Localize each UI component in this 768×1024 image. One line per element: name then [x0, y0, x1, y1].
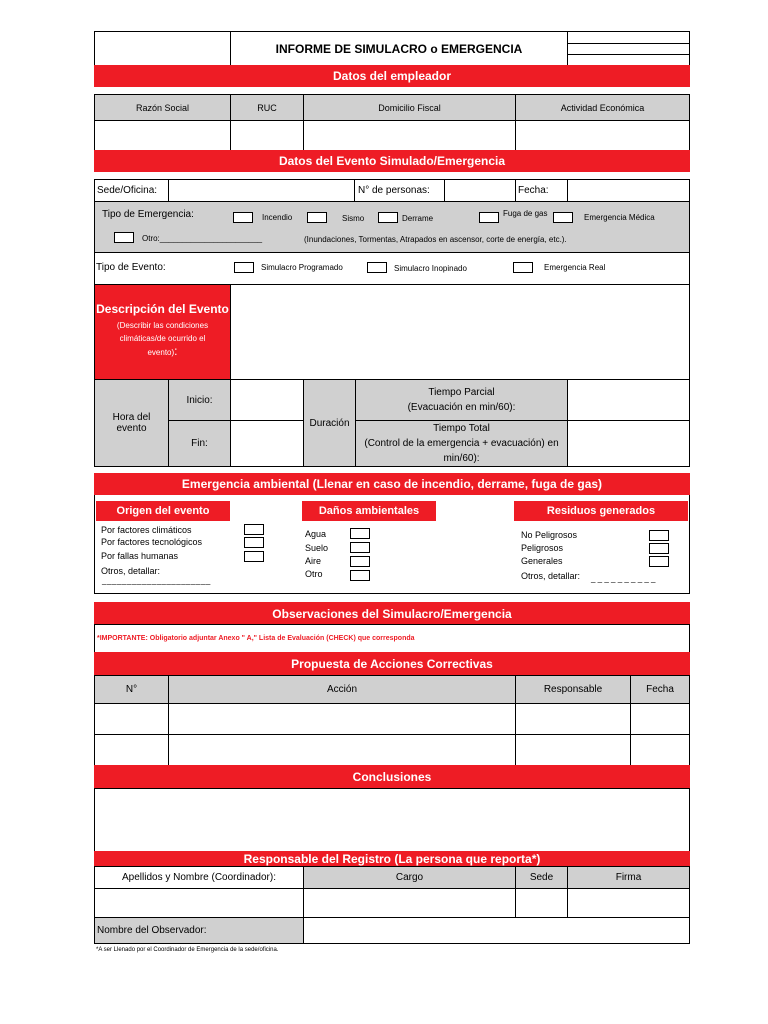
checkbox-emergencia-real[interactable] — [513, 262, 533, 273]
checkbox-origen-climaticos[interactable] — [244, 524, 264, 535]
action-row-2-fecha[interactable] — [630, 734, 690, 766]
header-logo-box — [94, 31, 231, 66]
personas-field[interactable] — [444, 179, 516, 202]
checkbox-emergencia-medica[interactable] — [553, 212, 573, 223]
tiempo-total-field[interactable] — [567, 420, 690, 467]
origen-item-climaticos: Por factores climáticos — [101, 525, 192, 535]
actividad-field[interactable] — [515, 120, 690, 151]
checkbox-otro[interactable] — [114, 232, 134, 243]
actions-section-title: Propuesta de Acciones Correctivas — [94, 652, 690, 675]
observer-label: Nombre del Observador: — [94, 917, 304, 944]
origen-item-tecnologicos: Por factores tecnológicos — [101, 537, 203, 547]
checkbox-simulacro-inopinado[interactable] — [367, 262, 387, 273]
checkbox-residuos-peligrosos[interactable] — [649, 543, 669, 554]
inicio-field[interactable] — [230, 379, 304, 421]
conclusions-field[interactable] — [94, 788, 690, 852]
important-note: *IMPORTANTE: Obligatorio adjuntar Anexo " A," Lista de Evaluación (CHECK) que corresponda — [94, 624, 690, 653]
domicilio-field[interactable] — [303, 120, 516, 151]
origen-item-humanas: Por fallas humanas — [101, 551, 179, 561]
label-emergencia-medica: Emergencia Médica — [584, 213, 655, 222]
action-row-1-responsable[interactable] — [515, 703, 631, 735]
employer-col-actividad: Actividad Económica — [515, 94, 690, 121]
checkbox-danos-otro[interactable] — [350, 570, 370, 581]
danos-item-otro: Otro — [305, 569, 323, 579]
registry-section-title: Responsable del Registro (La persona que reporta*) — [94, 851, 690, 867]
checkbox-derrame[interactable] — [378, 212, 398, 223]
label-otro: Otro:_______________________ — [142, 234, 263, 243]
checkbox-danos-suelo[interactable] — [350, 542, 370, 553]
checkbox-simulacro-programado[interactable] — [234, 262, 254, 273]
form-title: INFORME DE SIMULACRO o EMERGENCIA — [230, 31, 568, 66]
registry-col-sede: Sede — [515, 866, 568, 889]
footnote: *A ser Llenado por el Coordinador de Emergencia de la sede/oficina. — [96, 947, 279, 953]
checkbox-danos-aire[interactable] — [350, 556, 370, 567]
fecha-field[interactable] — [567, 179, 690, 202]
sede-field[interactable] — [168, 179, 355, 202]
tipo-evento-label: Tipo de Evento: — [96, 262, 166, 273]
actions-col-accion: Acción — [168, 675, 516, 704]
actions-col-fecha: Fecha — [630, 675, 690, 704]
actions-col-responsable: Responsable — [515, 675, 631, 704]
action-row-2-num[interactable] — [94, 734, 169, 766]
label-simulacro-programado: Simulacro Programado — [261, 263, 343, 272]
checkbox-fuga-gas[interactable] — [479, 212, 499, 223]
origen-title: Origen del evento — [96, 501, 230, 521]
checkbox-residuos-generales[interactable] — [649, 556, 669, 567]
danos-title: Daños ambientales — [302, 501, 436, 521]
tiempo-parcial-field[interactable] — [567, 379, 690, 421]
action-row-1-accion[interactable] — [168, 703, 516, 735]
danos-item-agua: Agua — [305, 529, 327, 539]
otro-note: (Inundaciones, Tormentas, Atrapados en ascensor, corte de energía, etc.). — [304, 235, 567, 244]
checkbox-incendio[interactable] — [233, 212, 253, 223]
label-derrame: Derrame — [402, 214, 434, 223]
origen-otros-line: ______________________ — [102, 576, 211, 585]
ruc-field[interactable] — [230, 120, 304, 151]
label-incendio: Incendio — [262, 213, 293, 222]
employer-section-title: Datos del empleador — [94, 65, 690, 87]
action-row-1-num[interactable] — [94, 703, 169, 735]
residuos-title: Residuos generados — [514, 501, 688, 521]
registry-cargo-field[interactable] — [303, 888, 516, 918]
description-subtitle — [95, 319, 230, 359]
checkbox-danos-agua[interactable] — [350, 528, 370, 539]
observer-field[interactable] — [303, 917, 690, 944]
employer-col-ruc: RUC — [230, 94, 304, 121]
hora-evento-label: Hora del evento — [94, 379, 169, 467]
fecha-label: Fecha: — [515, 179, 568, 202]
conclusions-section-title: Conclusiones — [94, 765, 690, 789]
registry-col-cargo: Cargo — [303, 866, 516, 889]
checkbox-sismo[interactable] — [307, 212, 327, 223]
description-colon: : — [174, 344, 178, 358]
danos-item-suelo: Suelo — [305, 543, 329, 553]
residuos-item-otros: Otros, detallar: — [521, 571, 581, 581]
registry-col-firma: Firma — [567, 866, 690, 889]
description-title: Descripción del Evento — [96, 302, 229, 316]
action-row-2-accion[interactable] — [168, 734, 516, 766]
sede-label: Sede/Oficina: — [94, 179, 169, 202]
tiempo-total-label: Tiempo Total (Control de la emergencia + evacuación) en min/60): — [355, 420, 568, 467]
employer-col-domicilio: Domicilio Fiscal — [303, 94, 516, 121]
origen-item-otros: Otros, detallar: — [101, 566, 161, 576]
observations-section-title: Observaciones del Simulacro/Emergencia — [94, 602, 690, 625]
checkbox-residuos-no-peligrosos[interactable] — [649, 530, 669, 541]
label-sismo: Sismo — [342, 214, 365, 223]
description-field[interactable] — [230, 284, 690, 380]
tipo-emergencia-label: Tipo de Emergencia: — [102, 209, 194, 220]
residuos-item-generales: Generales — [521, 556, 563, 566]
duracion-label: Duración — [303, 379, 356, 467]
description-sub-text: (Describir las condiciones climáticas/de ocurrido el evento) — [116, 321, 209, 357]
tiempo-parcial-label: Tiempo Parcial (Evacuación en min/60): — [355, 379, 568, 421]
employer-col-razon-social: Razón Social — [94, 94, 231, 121]
registry-nombre-field[interactable] — [94, 888, 304, 918]
danos-item-aire: Aire — [305, 556, 322, 566]
fin-label: Fin: — [168, 420, 231, 467]
fin-field[interactable] — [230, 420, 304, 467]
action-row-1-fecha[interactable] — [630, 703, 690, 735]
actions-col-num: N° — [94, 675, 169, 704]
checkbox-origen-tecnologicos[interactable] — [244, 537, 264, 548]
description-header — [94, 284, 231, 380]
label-fuga-gas: Fuga de gas — [503, 209, 548, 218]
action-row-2-responsable[interactable] — [515, 734, 631, 766]
environment-section-title: Emergencia ambiental (Llenar en caso de incendio, derrame, fuga de gas) — [94, 473, 690, 495]
personas-label: N° de personas: — [354, 179, 445, 202]
residuos-item-no-peligrosos: No Peligrosos — [521, 530, 578, 540]
razon-social-field[interactable] — [94, 120, 231, 151]
event-section-title: Datos del Evento Simulado/Emergencia — [94, 150, 690, 172]
registry-col-nombre: Apellidos y Nombre (Coordinador): — [94, 866, 304, 889]
residuos-otros-line: _ _ _ _ _ _ _ _ _ _ — [591, 574, 656, 583]
inicio-label: Inicio: — [168, 379, 231, 421]
registry-firma-field[interactable] — [567, 888, 690, 918]
registry-sede-field[interactable] — [515, 888, 568, 918]
label-simulacro-inopinado: Simulacro Inopinado — [394, 264, 467, 273]
checkbox-origen-humanas[interactable] — [244, 551, 264, 562]
label-emergencia-real: Emergencia Real — [544, 263, 606, 272]
residuos-item-peligrosos: Peligrosos — [521, 543, 564, 553]
